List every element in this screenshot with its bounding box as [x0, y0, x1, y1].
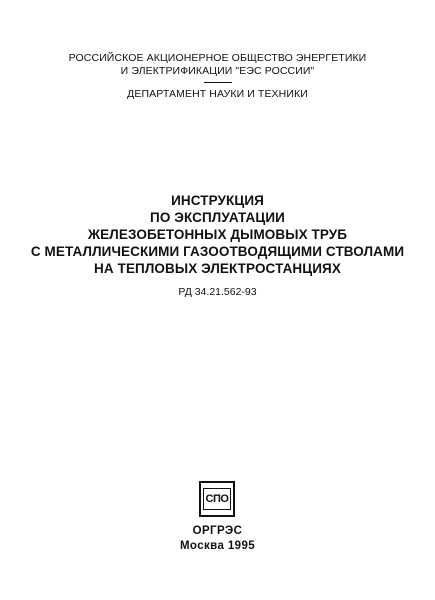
publisher-logo — [199, 481, 235, 517]
title-line-3: ЖЕЛЕЗОБЕТОННЫХ ДЫМОВЫХ ТРУБ — [87, 227, 348, 242]
document-code: РД 34.21.562-93 — [178, 286, 257, 298]
publisher-block — [0, 524, 435, 554]
title-line-4: С МЕТАЛЛИЧЕСКИМИ ГАЗООТВОДЯЩИМИ СТВОЛАМИ — [30, 244, 405, 259]
document-title — [0, 192, 435, 277]
publisher-name: ОРГРЭС — [192, 525, 243, 537]
header-divider — [204, 82, 232, 83]
publication-city-year: Москва 1995 — [179, 540, 256, 552]
department-name: ДЕПАРТАМЕНТ НАУКИ И ТЕХНИКИ — [127, 88, 308, 100]
organization-name-line1: РОССИЙСКОЕ АКЦИОНЕРНОЕ ОБЩЕСТВО ЭНЕРГЕТИКИ — [68, 52, 367, 64]
organization-header — [0, 52, 435, 101]
title-line-5: НА ТЕПЛОВЫХ ЭЛЕКТРОСТАНЦИЯХ — [94, 261, 341, 276]
title-line-1: ИНСТРУКЦИЯ — [171, 193, 264, 208]
organization-name-line2: И ЭЛЕКТРИФИКАЦИИ "ЕЭС РОССИИ" — [120, 65, 315, 77]
publisher-logo-text: СПО — [203, 488, 231, 510]
title-line-2: ПО ЭКСПЛУАТАЦИИ — [150, 210, 285, 225]
